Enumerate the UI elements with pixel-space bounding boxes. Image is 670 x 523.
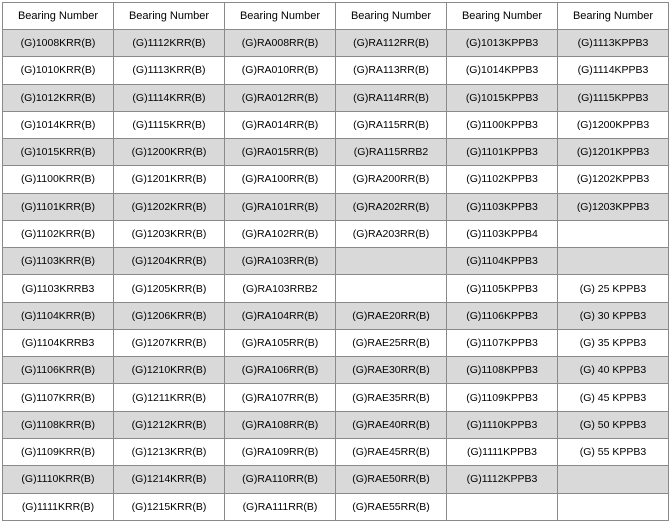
table-cell: (G)RAE40RR(B) (336, 411, 447, 438)
table-cell: (G) 45 KPPB3 (558, 384, 669, 411)
table-cell: (G) 25 KPPB3 (558, 275, 669, 302)
table-cell: (G)1104KRR(B) (3, 302, 114, 329)
table-cell: (G)1114KPPB3 (558, 57, 669, 84)
table-cell: (G)1201KRR(B) (114, 166, 225, 193)
table-cell: (G)RA114RR(B) (336, 84, 447, 111)
table-cell: (G)RA110RR(B) (225, 466, 336, 493)
table-cell: (G)1103KRR(B) (3, 248, 114, 275)
table-cell (336, 275, 447, 302)
column-header-2: Bearing Number (114, 3, 225, 30)
table-row (3, 302, 669, 329)
table-cell: (G)1115KPPB3 (558, 84, 669, 111)
table-cell: (G)1203KRR(B) (114, 220, 225, 247)
table-cell: (G) 55 KPPB3 (558, 438, 669, 465)
table-row (3, 357, 669, 384)
table-cell: (G)RA107RR(B) (225, 384, 336, 411)
table-cell: (G)1108KPPB3 (447, 357, 558, 384)
table-cell: (G)1113KPPB3 (558, 30, 669, 57)
table-cell: (G)1106KPPB3 (447, 302, 558, 329)
table-cell (447, 493, 558, 520)
table-cell: (G)1201KPPB3 (558, 139, 669, 166)
column-header-6: Bearing Number (558, 3, 669, 30)
table-cell: (G)1103KRRB3 (3, 275, 114, 302)
table-cell: (G)1213KRR(B) (114, 438, 225, 465)
table-cell: (G)1102KRR(B) (3, 220, 114, 247)
table-cell: (G)RA203RR(B) (336, 220, 447, 247)
table-cell: (G)1211KRR(B) (114, 384, 225, 411)
table-cell: (G)1008KRR(B) (3, 30, 114, 57)
table-cell: (G)RA100RR(B) (225, 166, 336, 193)
table-cell: (G)RA111RR(B) (225, 493, 336, 520)
table-cell: (G)RA113RR(B) (336, 57, 447, 84)
table-cell: (G)1111KPPB3 (447, 438, 558, 465)
table-cell: (G)RA015RR(B) (225, 139, 336, 166)
table-cell: (G)RAE45RR(B) (336, 438, 447, 465)
table-cell: (G)1205KRR(B) (114, 275, 225, 302)
table-row (3, 166, 669, 193)
table-row (3, 384, 669, 411)
table-cell: (G)1207KRR(B) (114, 329, 225, 356)
table-header (3, 3, 669, 30)
table-row (3, 84, 669, 111)
table-cell: (G)1103KPPB3 (447, 193, 558, 220)
table-cell: (G)1200KPPB3 (558, 111, 669, 138)
column-header-5: Bearing Number (447, 3, 558, 30)
table-cell: (G)RAE30RR(B) (336, 357, 447, 384)
table-row (3, 30, 669, 57)
table-cell: (G)RA102RR(B) (225, 220, 336, 247)
table-cell (558, 220, 669, 247)
table-cell: (G)1100KPPB3 (447, 111, 558, 138)
table-cell: (G)RA109RR(B) (225, 438, 336, 465)
table-cell: (G)RA103RR(B) (225, 248, 336, 275)
table-cell: (G)1203KPPB3 (558, 193, 669, 220)
table-row (3, 411, 669, 438)
table-row (3, 248, 669, 275)
table-cell: (G)RAE50RR(B) (336, 466, 447, 493)
table-body (3, 30, 669, 521)
table-cell: (G)1015KRR(B) (3, 139, 114, 166)
table-cell: (G)1202KRR(B) (114, 193, 225, 220)
table-cell: (G)1108KRR(B) (3, 411, 114, 438)
table-cell: (G)1202KPPB3 (558, 166, 669, 193)
table-cell: (G)1013KPPB3 (447, 30, 558, 57)
table-cell: (G)RAE55RR(B) (336, 493, 447, 520)
table-cell: (G)RAE20RR(B) (336, 302, 447, 329)
table-cell: (G)1110KRR(B) (3, 466, 114, 493)
table-cell: (G)1012KRR(B) (3, 84, 114, 111)
table-cell: (G)RA106RR(B) (225, 357, 336, 384)
table-cell: (G)1200KRR(B) (114, 139, 225, 166)
table-row (3, 493, 669, 520)
table-cell: (G)1104KPPB3 (447, 248, 558, 275)
table-row (3, 193, 669, 220)
table-cell: (G)RA014RR(B) (225, 111, 336, 138)
table-cell: (G)RA112RR(B) (336, 30, 447, 57)
table-cell: (G)1104KRRB3 (3, 329, 114, 356)
table-cell (558, 466, 669, 493)
column-header-4: Bearing Number (336, 3, 447, 30)
table-cell: (G)1010KRR(B) (3, 57, 114, 84)
table-cell: (G)1212KRR(B) (114, 411, 225, 438)
table-cell: (G)1112KPPB3 (447, 466, 558, 493)
table-cell: (G)RA105RR(B) (225, 329, 336, 356)
table-row (3, 57, 669, 84)
table-cell: (G)1204KRR(B) (114, 248, 225, 275)
table-cell: (G)RA101RR(B) (225, 193, 336, 220)
table-cell: (G)1114KRR(B) (114, 84, 225, 111)
table-row (3, 466, 669, 493)
table-cell (558, 493, 669, 520)
table-cell: (G)1107KRR(B) (3, 384, 114, 411)
table-cell: (G) 30 KPPB3 (558, 302, 669, 329)
table-cell: (G)1215KRR(B) (114, 493, 225, 520)
table-cell: (G)1101KPPB3 (447, 139, 558, 166)
table-cell: (G)1014KPPB3 (447, 57, 558, 84)
table-cell (336, 248, 447, 275)
table-cell: (G)1101KRR(B) (3, 193, 114, 220)
table-cell: (G)1115KRR(B) (114, 111, 225, 138)
column-header-3: Bearing Number (225, 3, 336, 30)
table-cell: (G)RA200RR(B) (336, 166, 447, 193)
table-cell: (G)1102KPPB3 (447, 166, 558, 193)
table-row (3, 220, 669, 247)
table-cell: (G)RA103RRB2 (225, 275, 336, 302)
table-cell: (G)1014KRR(B) (3, 111, 114, 138)
bearing-number-table (2, 2, 669, 521)
table-cell: (G) 40 KPPB3 (558, 357, 669, 384)
table-cell: (G)1100KRR(B) (3, 166, 114, 193)
table-header-row (3, 3, 669, 30)
table-cell: (G)RA115RRB2 (336, 139, 447, 166)
table-cell: (G)1106KRR(B) (3, 357, 114, 384)
table-cell: (G)1214KRR(B) (114, 466, 225, 493)
table-cell: (G)1109KRR(B) (3, 438, 114, 465)
table-cell: (G)1112KRR(B) (114, 30, 225, 57)
table-cell (558, 248, 669, 275)
table-row (3, 139, 669, 166)
table-cell: (G)RAE35RR(B) (336, 384, 447, 411)
table-cell: (G)1111KRR(B) (3, 493, 114, 520)
table-cell: (G)RA010RR(B) (225, 57, 336, 84)
column-header-1: Bearing Number (3, 3, 114, 30)
table-cell: (G)RA115RR(B) (336, 111, 447, 138)
table-cell: (G)RA108RR(B) (225, 411, 336, 438)
table-cell: (G)1110KPPB3 (447, 411, 558, 438)
table-row (3, 111, 669, 138)
table-cell: (G) 50 KPPB3 (558, 411, 669, 438)
table-row (3, 329, 669, 356)
table-cell: (G)1107KPPB3 (447, 329, 558, 356)
table-cell: (G)RA008RR(B) (225, 30, 336, 57)
table-cell: (G)1103KPPB4 (447, 220, 558, 247)
table-cell: (G)RA104RR(B) (225, 302, 336, 329)
table-cell: (G)1113KRR(B) (114, 57, 225, 84)
table-cell: (G)1210KRR(B) (114, 357, 225, 384)
table-cell: (G)1109KPPB3 (447, 384, 558, 411)
table-cell: (G)1206KRR(B) (114, 302, 225, 329)
table-row (3, 275, 669, 302)
table-cell: (G) 35 KPPB3 (558, 329, 669, 356)
table-cell: (G)1015KPPB3 (447, 84, 558, 111)
table-cell: (G)RAE25RR(B) (336, 329, 447, 356)
table-cell: (G)RA202RR(B) (336, 193, 447, 220)
table-cell: (G)RA012RR(B) (225, 84, 336, 111)
table-cell: (G)1105KPPB3 (447, 275, 558, 302)
table-row (3, 438, 669, 465)
